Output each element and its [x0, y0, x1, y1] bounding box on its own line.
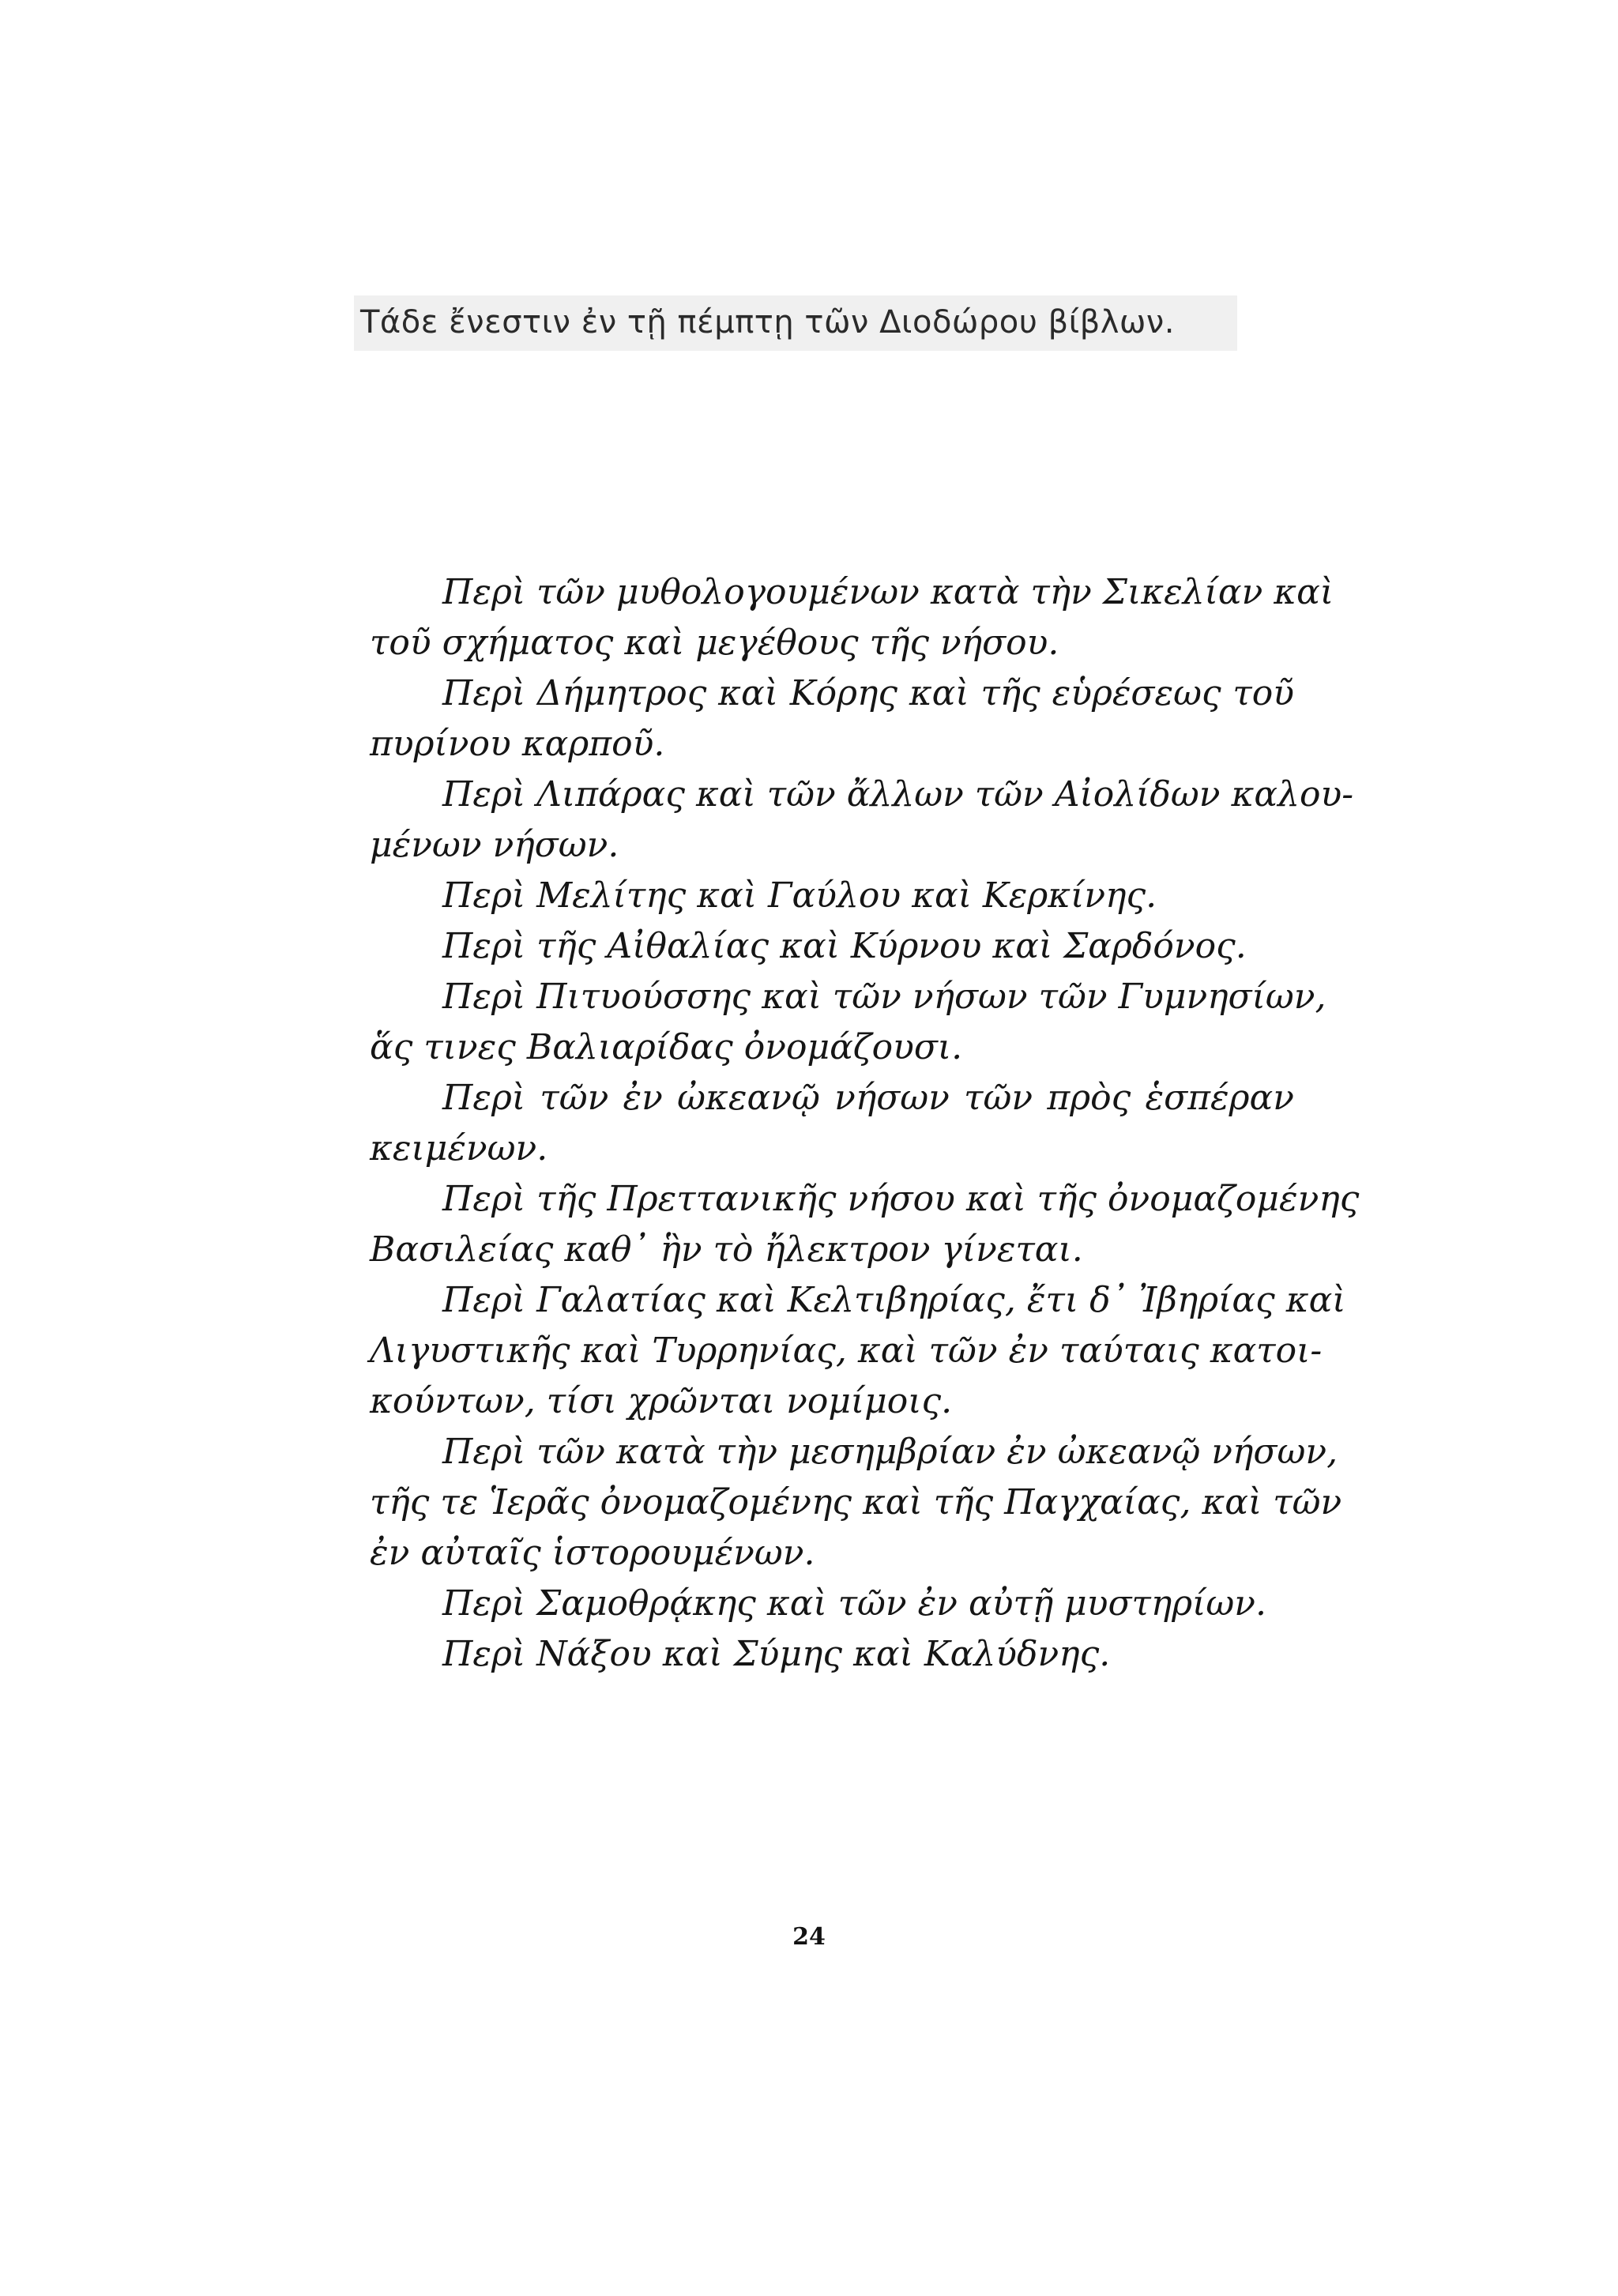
toc-line: κούντων, τίσι χρῶνται νομίμοις.: [370, 1381, 953, 1421]
toc-line: μένων νήσων.: [370, 825, 619, 865]
toc-line: Περὶ τῆς Πρεττανικῆς νήσου καὶ τῆς ὀνομαζομένης: [442, 1179, 1360, 1219]
toc-line: Περὶ Δήμητρος καὶ Κόρης καὶ τῆς εὑρέσεως τοῦ: [442, 673, 1294, 713]
toc-line: Περὶ Σαμοθρᾴκης καὶ τῶν ἐν αὐτῇ μυστηρίων.: [442, 1583, 1266, 1624]
toc-line: Περὶ Μελίτης καὶ Γαύλου καὶ Κερκίνης.: [442, 875, 1157, 916]
toc-line: Βασιλείας καθ᾽ ἣν τὸ ἤλεκτρον γίνεται.: [370, 1229, 1083, 1270]
toc-line: ἅς τινες Βαλιαρίδας ὀνομάζουσι.: [370, 1027, 963, 1067]
toc-line: ἐν αὐταῖς ἱστορουμένων.: [370, 1533, 815, 1573]
toc-line: Περὶ τῶν κατὰ τὴν μεσημβρίαν ἐν ὠκεανῷ νήσων,: [442, 1432, 1338, 1472]
toc-line: Περὶ Γαλατίας καὶ Κελτιβηρίας, ἔτι δ᾽ Ἰβηρίας καὶ: [442, 1280, 1346, 1320]
page-number: 24: [792, 1923, 826, 1951]
toc-line: Περὶ τῆς Αἰθαλίας καὶ Κύρνου καὶ Σαρδόνος.: [442, 926, 1247, 966]
toc-line: Περὶ Νάξου καὶ Σύμης καὶ Καλύδνης.: [442, 1634, 1111, 1674]
page-heading: Τάδε ἔνεστιν ἐν τῇ πέμπτῃ τῶν Διοδώρου βίβλων.: [360, 304, 1175, 341]
toc-line: κειμένων.: [370, 1128, 548, 1169]
toc-line: Περὶ Λιπάρας καὶ τῶν ἄλλων τῶν Αἰολίδων καλου-: [442, 774, 1354, 815]
table-of-contents: [370, 567, 1360, 1680]
toc-line: πυρίνου καρποῦ.: [370, 724, 665, 764]
toc-line: Λιγυστικῆς καὶ Τυρρηνίας, καὶ τῶν ἐν ταύταις κατοι-: [370, 1331, 1323, 1371]
toc-line: Περὶ τῶν μυθολογουμένων κατὰ τὴν Σικελίαν καὶ: [442, 572, 1334, 612]
toc-line: τῆς τε Ἱερᾶς ὀνομαζομένης καὶ τῆς Παγχαίας, καὶ τῶν: [370, 1482, 1342, 1523]
toc-line: τοῦ σχήματος καὶ μεγέθους τῆς νήσου.: [370, 623, 1059, 663]
toc-line: Περὶ τῶν ἐν ὠκεανῷ νήσων τῶν πρὸς ἑσπέραν: [442, 1078, 1294, 1118]
toc-line: Περὶ Πιτυούσσης καὶ τῶν νήσων τῶν Γυμνησίων,: [442, 977, 1326, 1017]
